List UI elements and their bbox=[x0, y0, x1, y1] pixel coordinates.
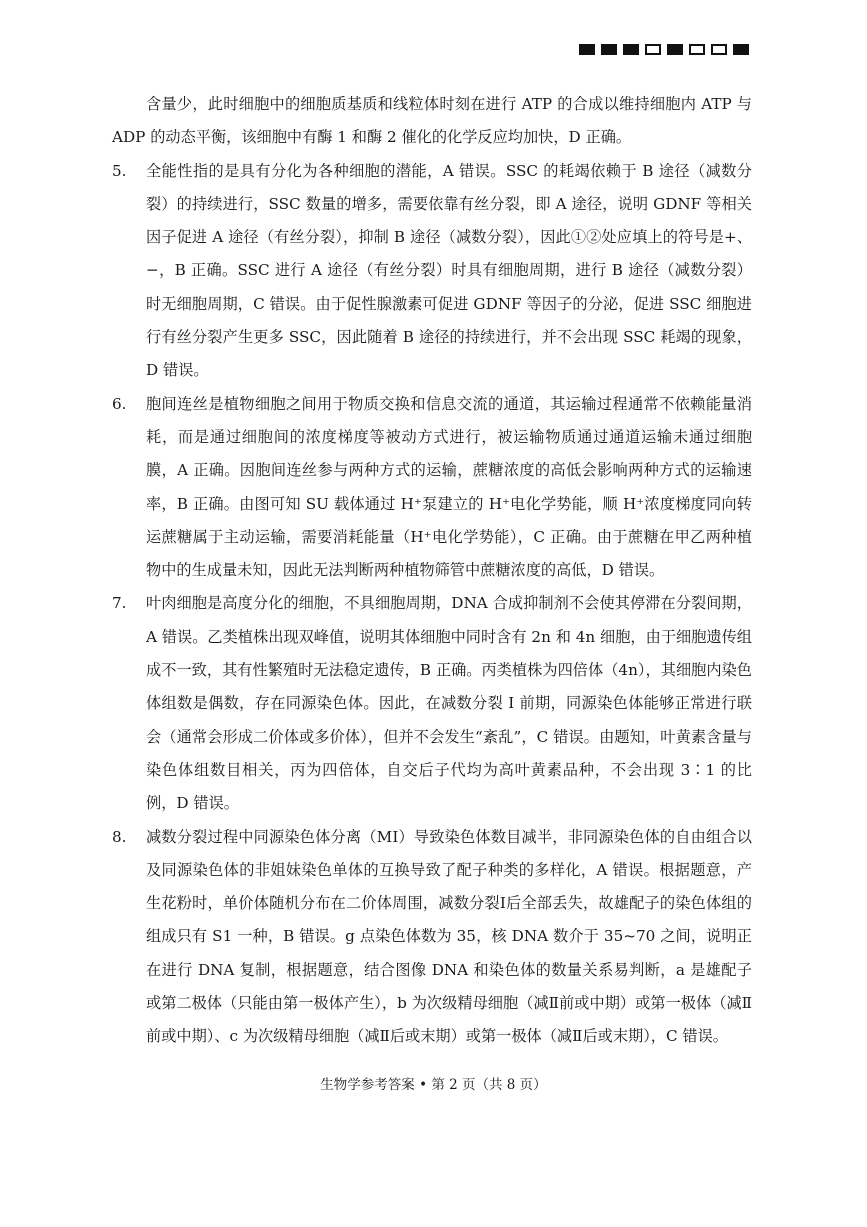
answer-text: 叶肉细胞是高度分化的细胞，不具细胞周期，DNA 合成抑制剂不会使其停滞在分裂间期，A 错误。乙类植株出现双峰值，说明其体细胞中同时含有 2n 和 4n 细胞，由于细胞遗传组成不一致，其有性繁殖时无法稳定遗传，B 正确。丙类植株为四倍体（4n），其细胞内染色体组数是偶数，存在同源染色体。因此，在减数分裂 I 前期，同源染色体能够正常进行联会（通常会形成二价体或多价体），但并不会发生“紊乱”，C 错误。由题知，叶黄素含量与染色体组数目相关，丙为四倍体，自交后子代均为高叶黄素品种，不会出现 3∶1 的比例，D 错误。 bbox=[146, 594, 752, 813]
answer-content bbox=[112, 88, 752, 1054]
answer-item bbox=[112, 587, 752, 820]
hollow-square-mark bbox=[711, 44, 727, 55]
answer-list bbox=[112, 155, 752, 1054]
header-marks bbox=[579, 44, 749, 55]
filled-square-mark bbox=[601, 44, 617, 55]
answer-item bbox=[112, 388, 752, 588]
filled-square-mark bbox=[733, 44, 749, 55]
answer-number: 8. bbox=[112, 827, 127, 846]
answer-number: 6. bbox=[112, 394, 127, 413]
filled-square-mark bbox=[623, 44, 639, 55]
page-footer: 生物学参考答案 • 第 2 页（共 8 页） bbox=[320, 1077, 547, 1093]
answer-item bbox=[112, 821, 752, 1054]
answer-text: 全能性指的是具有分化为各种细胞的潜能，A 错误。SSC 的耗竭依赖于 B 途径（减数分裂）的持续进行，SSC 数量的增多，需要依靠有丝分裂，即 A 途径，说明 GDNF 等相关因子促进 A 途径（有丝分裂），抑制 B 途径（减数分裂），因此①②处应填上的符号是+、−，B 正确。SSC 进行 A 途径（有丝分裂）时具有细胞周期，进行 B 途径（减数分裂）时无细胞周期，C 错误。由于促性腺激素可促进 GDNF 等因子的分泌，促进 SSC 细胞进行有丝分裂产生更多 SSC，因此随着 B 途径的持续进行，并不会出现 SSC 耗竭的现象，D 错误。 bbox=[146, 161, 752, 380]
filled-square-mark bbox=[579, 44, 595, 55]
hollow-square-mark bbox=[689, 44, 705, 55]
answer-text: 减数分裂过程中同源染色体分离（MⅠ）导致染色体数目减半，非同源染色体的自由组合以及同源染色体的非姐妹染色单体的互换导致了配子种类的多样化，A 错误。根据题意，产生花粉时，单价体随机分布在二价体周围，减数分裂Ⅰ后全部丢失，故雄配子的染色体组的组成只有 S1 一种，B 错误。g 点染色体数为 35，核 DNA 数介于 35~70 之间，说明正在进行 DNA 复制，根据题意，结合图像 DNA 和染色体的数量关系易判断，a 是雄配子或第二极体（只能由第一极体产生），b 为次级精母细胞（减Ⅱ前或中期）或第一极体（减Ⅱ前或中期）、c 为次级精母细胞（减Ⅱ后或末期）或第一极体（减Ⅱ后或末期），C 错误。 bbox=[146, 827, 752, 1046]
intro-paragraph: 含量少，此时细胞中的细胞质基质和线粒体时刻在进行 ATP 的合成以维持细胞内 ATP 与 ADP 的动态平衡，该细胞中有酶 1 和酶 2 催化的化学反应均加快，D 正确。 bbox=[112, 95, 752, 147]
answer-number: 5. bbox=[112, 161, 127, 180]
filled-square-mark bbox=[667, 44, 683, 55]
hollow-square-mark bbox=[645, 44, 661, 55]
answer-item bbox=[112, 155, 752, 388]
answer-text: 胞间连丝是植物细胞之间用于物质交换和信息交流的通道，其运输过程通常不依赖能量消耗，而是通过细胞间的浓度梯度等被动方式进行，被运输物质通过通道运输未通过细胞膜，A 正确。因胞间连丝参与两种方式的运输，蔗糖浓度的高低会影响两种方式的运输速率，B 正确。由图可知 SU 载体通过 H⁺泵建立的 H⁺电化学势能，顺 H⁺浓度梯度同向转运蔗糖属于主动运输，需要消耗能量（H⁺电化学势能），C 正确。由于蔗糖在甲乙两种植物中的生成量未知，因此无法判断两种植物筛管中蔗糖浓度的高低，D 错误。 bbox=[146, 394, 752, 580]
answer-number: 7. bbox=[112, 594, 127, 613]
